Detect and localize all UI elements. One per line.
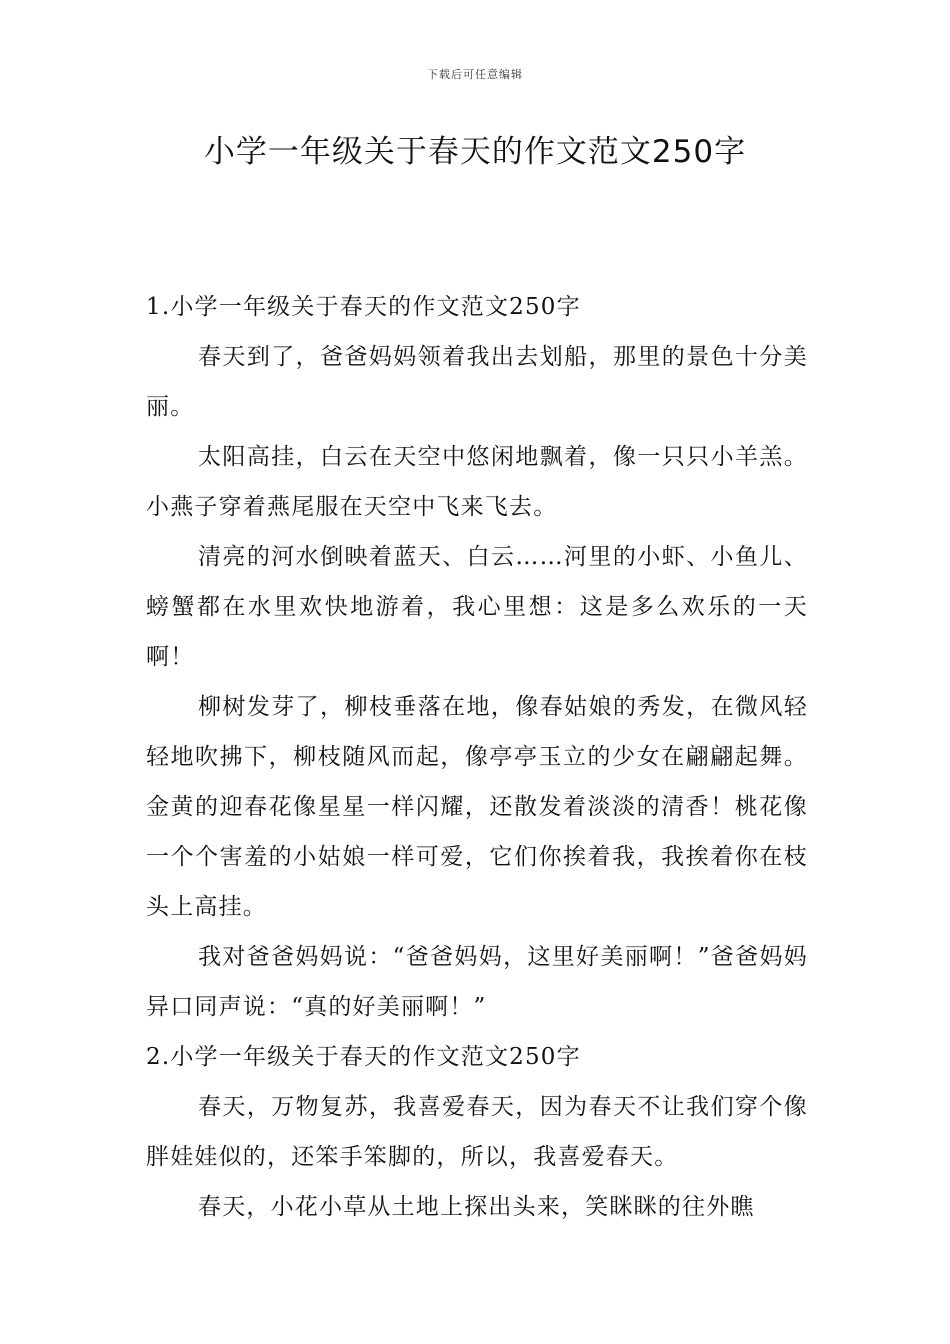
document-title: 小学一年级关于春天的作文范文250字 bbox=[203, 134, 747, 170]
section-heading-1: 1.小学一年级关于春天的作文范文250字 bbox=[146, 294, 581, 320]
paragraph: 春天，万物复苏，我喜爱春天，因为春天不让我们穿个像胖娃娃似的，还笨手笨脚的，所以，我喜爱春天。 bbox=[146, 1094, 808, 1170]
paragraph: 太阳高挂，白云在天空中悠闲地飘着，像一只只小羊羔。小燕子穿着燕尾服在天空中飞来飞去。 bbox=[146, 444, 808, 520]
section-heading-2: 2.小学一年级关于春天的作文范文250字 bbox=[146, 1044, 581, 1070]
paragraph: 我对爸爸妈妈说：“爸爸妈妈，这里好美丽啊！”爸爸妈妈异口同声说：“真的好美丽啊！” bbox=[146, 944, 808, 1020]
paragraph: 清亮的河水倒映着蓝天、白云……河里的小虾、小鱼儿、螃蟹都在水里欢快地游着，我心里想：这是多么欢乐的一天啊！ bbox=[146, 544, 808, 670]
paragraph: 春天，小花小草从土地上探出头来，笑眯眯的往外瞧 bbox=[198, 1194, 755, 1220]
document-body bbox=[146, 282, 808, 1232]
header-note: 下载后可任意编辑 bbox=[427, 68, 523, 81]
paragraph: 春天到了，爸爸妈妈领着我出去划船，那里的景色十分美丽。 bbox=[146, 344, 808, 420]
paragraph: 柳树发芽了，柳枝垂落在地，像春姑娘的秀发，在微风轻轻地吹拂下，柳枝随风而起，像亭亭玉立的少女在翩翩起舞。金黄的迎春花像星星一样闪耀，还散发着淡淡的清香！桃花像一个个害羞的小姑娘一样可爱，它们你挨着我，我挨着你在枝头上高挂。 bbox=[146, 694, 808, 920]
